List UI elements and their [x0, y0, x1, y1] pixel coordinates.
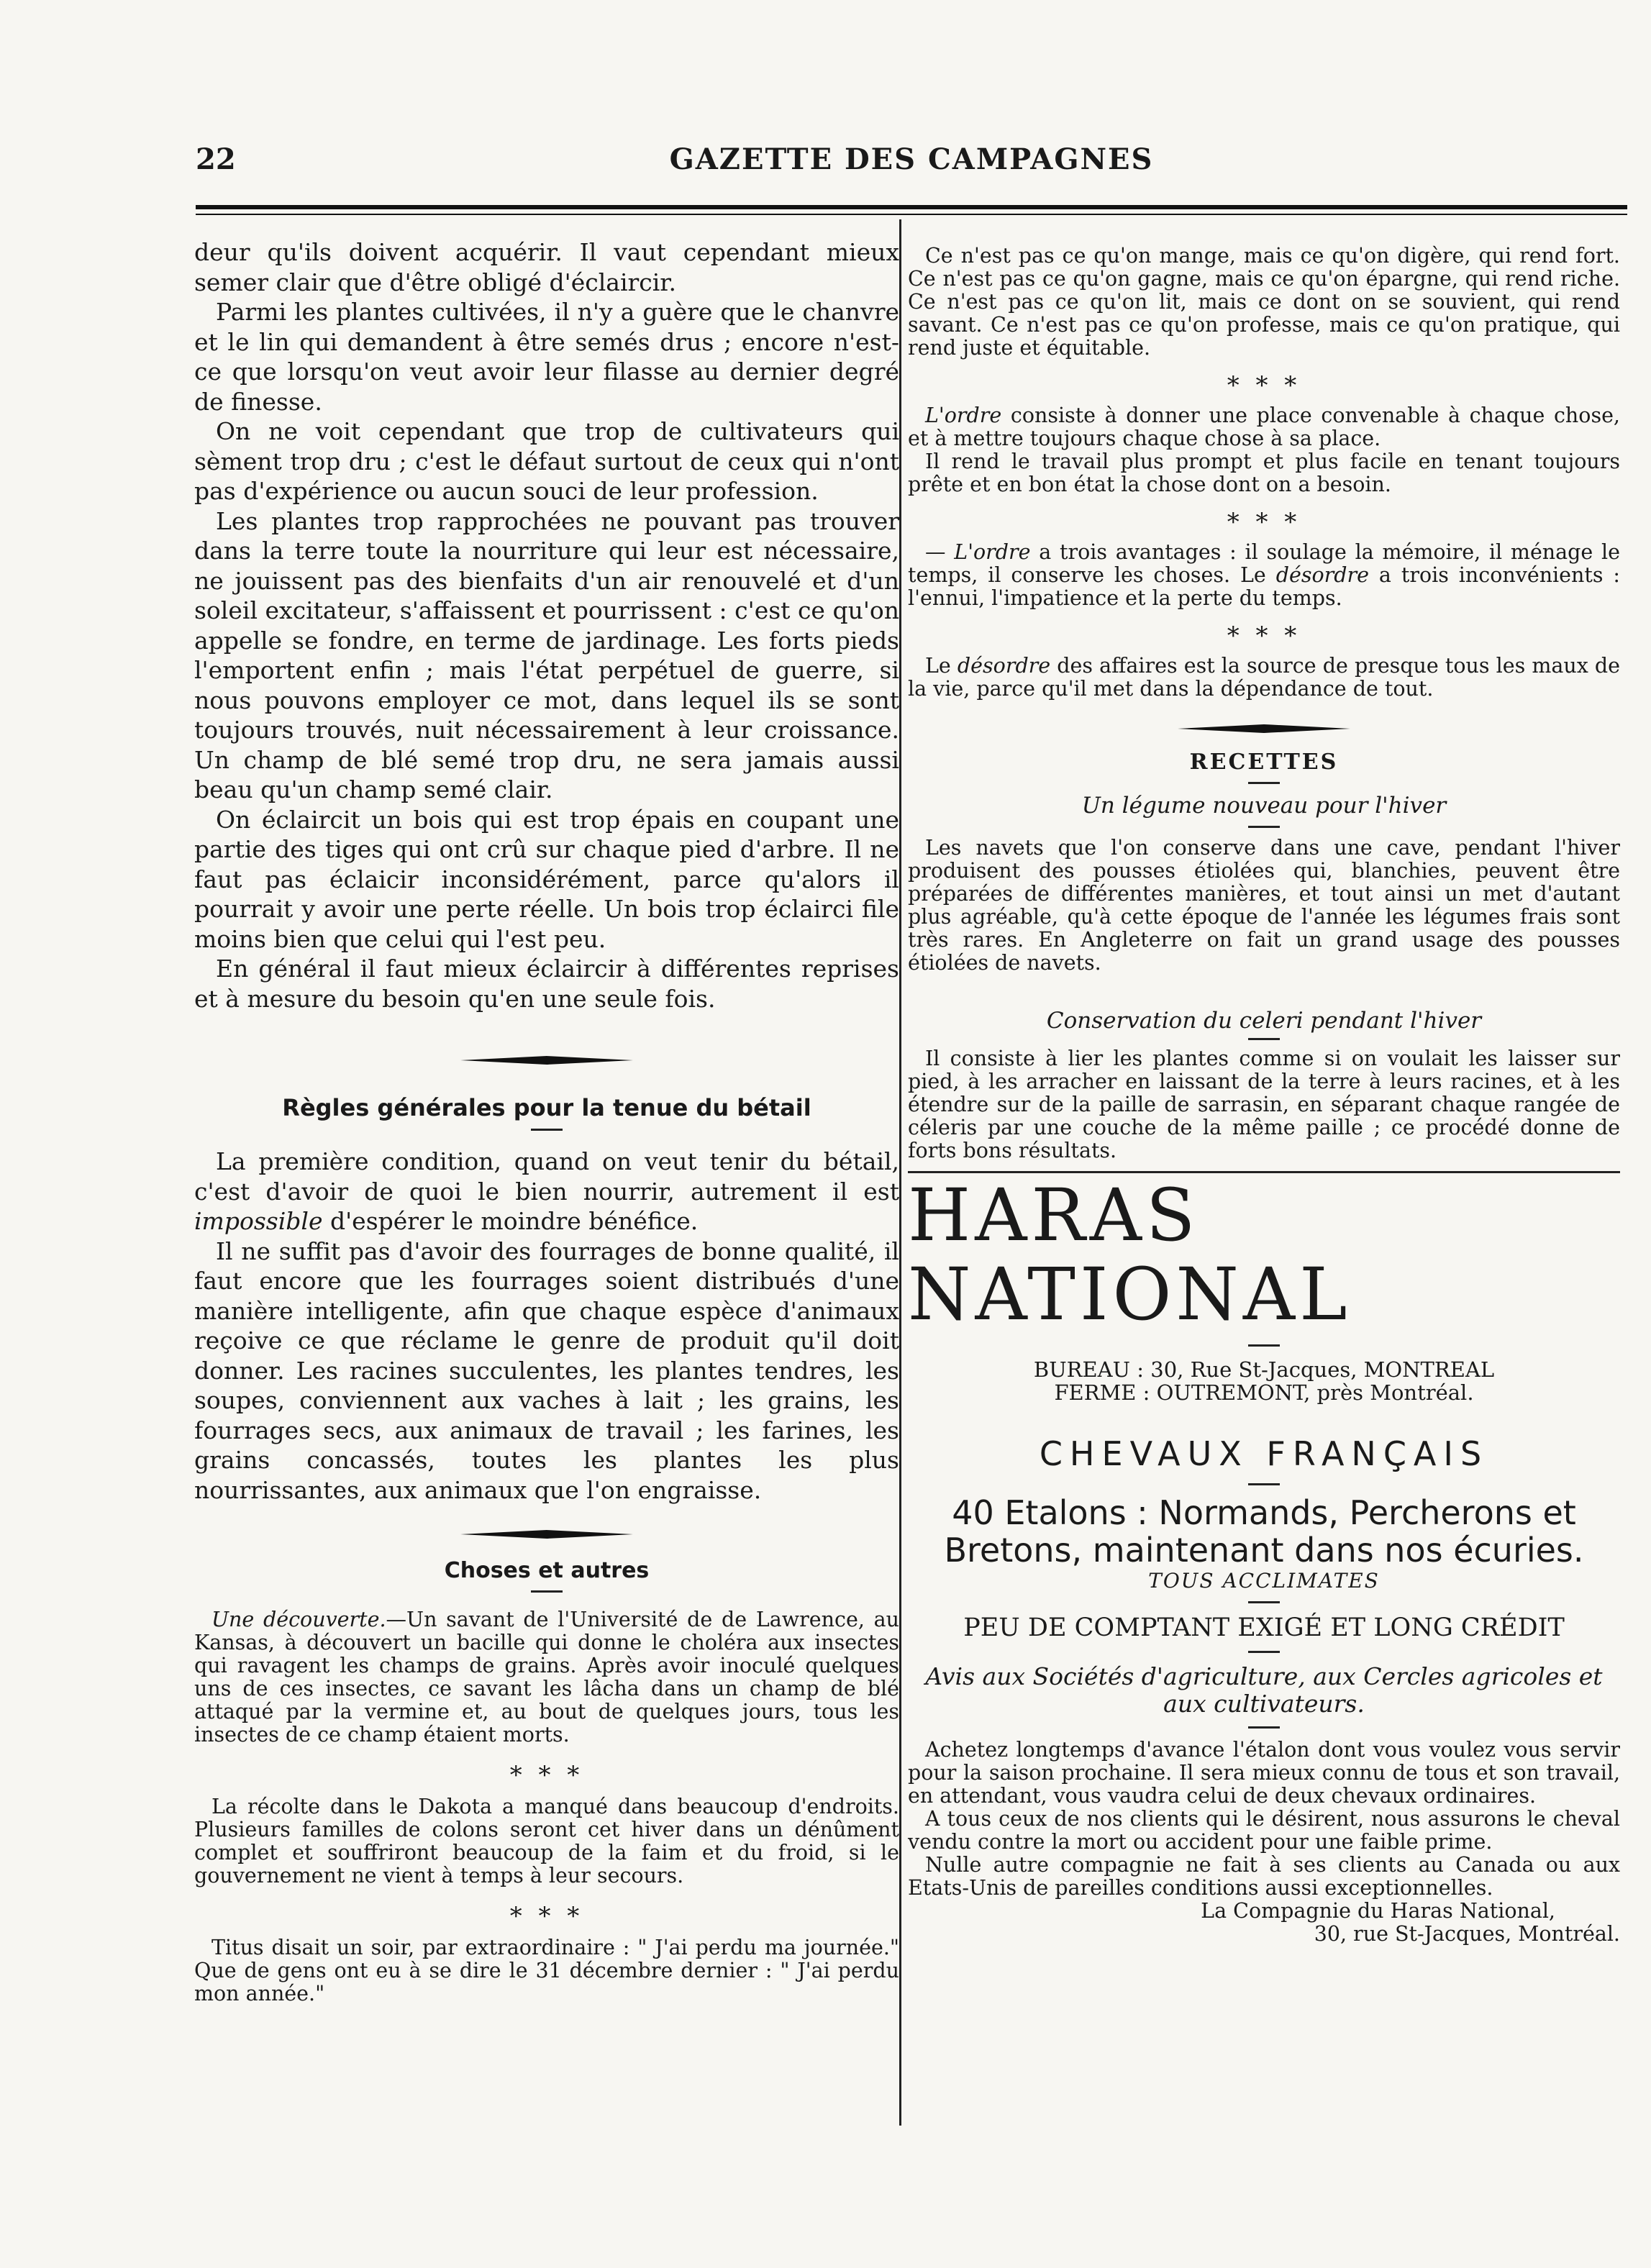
paragraph: Achetez longtemps d'avance l'étalon dont vous voulez vous servir pour la saison prochaine. Il sera mieux connu de tous et son travail, en attendant, vous vaudra celui de deux chevaux ordinaires.	[908, 1738, 1620, 1808]
paragraph: Il rend le travail plus prompt et plus facile en tenant toujours prête et en bon état la chose dont on a besoin.	[908, 450, 1620, 496]
eclaircissage-article	[194, 237, 899, 1014]
emphasis: désordre	[1275, 563, 1369, 587]
emphasis: L'ordre	[954, 540, 1031, 564]
paragraph: Titus disait un soir, par extraordinaire : " J'ai perdu ma journée." Que de gens ont eu à se dire le 31 décembre dernier : " J'ai perdu mon année."	[194, 1936, 899, 2005]
paragraph: Les plantes trop rapprochées ne pouvant pas trouver dans la terre toute la nourriture qui leur est nécessaire, ne jouissent pas des bienfaits d'un air renouvelé et d'un soleil excitateur, s'affaissent et pourrissent : c'est ce qu'on appelle se fondre, en terme de jardinage. Les forts pieds l'emportent enfin ; mais l'état perpétuel de guerre, si nous pouvons employer ce mot, dans lequel ils se sont toujours trouvés, nuit nécessairement à leur croissance. Un champ de blé semé trop dru, ne sera jamais aussi beau qu'un champ semé clair.	[194, 506, 900, 803]
celeri-title: Conservation du celeri pendant l'hiver	[1046, 1008, 1482, 1034]
section-ornament	[1178, 724, 1350, 734]
paragraph: Les navets que l'on conserve dans une cave, pendant l'hiver produisent des pousses étiolées qui, blanchies, peuvent être préparées de différentes manières, et tout ainsi un met d'autant plus agréable, qu'à cette époque de l'année les légumes frais sont très rares. En Angleterre on fait un grand usage des pousses étiolées de navets.	[908, 836, 1620, 975]
journal-title: GAZETTE DES CAMPAGNES	[669, 142, 1154, 176]
ad-signature: La Compagnie du Haras National,	[1201, 1899, 1555, 1923]
paragraph	[908, 404, 1620, 450]
paragraph: Il consiste à lier les plantes comme si on voulait les laisser sur pied, à les arracher en laissant de la terre à leurs racines, et à les étendre sur de la paille de sarrasin, en séparant chaque rangée de céleris par une couche de la même paille ; ce procédé donne de forts bons résultats.	[908, 1047, 1620, 1162]
text-run: consiste à donner une place convenable à chaque chose, et à mettre toujours chaque chose à sa place.	[908, 404, 1620, 450]
paragraph: La récolte dans le Dakota a manqué dans beaucoup d'endroits. Plusieurs familles de colons seront cet hiver dans un dénûment complet et souffriront beaucoup de la faim et du froid, si le gouvernement ne vient à temps à leur secours.	[194, 1795, 899, 1887]
ad-address: 30, rue St-Jacques, Montréal.	[1314, 1922, 1620, 1946]
paragraph: On éclaircit un bois qui est trop épais en coupant une partie des tiges qui ont crû sur chaque pied d'arbre. Il ne faut pas éclaicir inconsidérément, parce qu'alors il pourrait y avoir une perte réelle. Un bois trop éclairci file moins bien que celui qui l'est peu.	[194, 805, 899, 953]
title-rule	[1248, 1651, 1280, 1653]
stars-separator: * * *	[1227, 508, 1301, 537]
paragraph: deur qu'ils doivent acquérir. Il vaut cependant mieux semer clair que d'être obligé d'éclaircir.	[194, 238, 899, 296]
text-run: —	[925, 540, 955, 564]
text-run: des affaires est la source de presque tous les maux de la vie, parce qu'il met dans la dépendance de tout.	[908, 654, 1620, 701]
paragraph: Parmi les plantes cultivées, il n'y a guère que le chanvre et le lin qui demandent à être semés drus ; encore n'est-ce que lorsqu'on veut avoir leur filasse au dernier degré de finesse.	[194, 298, 899, 416]
paragraph: On ne voit cependant que trop de cultivateurs qui sèment trop dru ; c'est le défaut surtout de ceux qui n'ont pas d'expérience ou aucun souci de leur profession.	[194, 417, 899, 505]
title-rule	[1248, 1726, 1280, 1729]
emphasis: L'ordre	[925, 404, 1002, 427]
text-run: d'espérer le moindre bénéfice.	[322, 1207, 699, 1235]
paragraph: Nulle autre compagnie ne fait à ses clients au Canada ou aux Etats-Unis de pareilles conditions aussi exceptionnelles.	[908, 1853, 1620, 1900]
header-rule-thick	[196, 205, 1627, 209]
haras-advertisement	[908, 1171, 1620, 1946]
legume-article	[908, 837, 1620, 975]
title-rule	[1248, 1344, 1280, 1347]
title-rule	[1248, 1601, 1280, 1603]
title-rule	[531, 1590, 563, 1593]
ad-title: HARAS NATIONAL	[908, 1173, 1352, 1336]
paragraph: En général il faut mieux éclaircir à différentes reprises et à mesure du besoin qu'en une seule fois.	[194, 955, 899, 1013]
ad-body	[908, 1739, 1620, 1946]
ad-ferme: FERME : OUTREMONT, près Montréal.	[1054, 1380, 1474, 1405]
stars-separator: * * *	[1227, 621, 1301, 650]
paragraph: Ce n'est pas ce qu'on mange, mais ce qu'on digère, qui rend fort. Ce n'est pas ce qu'on gagne, mais ce qu'on épargne, qui rend riche. Ce n'est pas ce qu'on lit, mais ce dont on se souvient, qui rend savant. Ce n'est pas ce qu'on professe, mais ce qu'on pratique, qui rend juste et équitable.	[908, 244, 1620, 360]
ad-chevaux: CHEVAUX FRANÇAIS	[1039, 1434, 1489, 1473]
ad-acclimates: TOUS ACCLIMATES	[1148, 1569, 1380, 1593]
left-column	[194, 237, 899, 2005]
header-rule-thin	[196, 214, 1627, 215]
celeri-article	[908, 1047, 1620, 1162]
legume-title: Un légume nouveau pour l'hiver	[1081, 793, 1447, 819]
paragraph	[908, 655, 1620, 701]
paragraph: Il ne suffit pas d'avoir des fourrages de bonne qualité, il faut encore que les fourrages soient distribués d'une manière intelligente, afin que chaque espèce d'animaux reçoive ce que réclame le genre de produit qu'il doit donner. Les racines succulentes, les plantes tendres, les soupes, conviennent aux vaches à lait ; les grains, les fourrages secs, aux animaux de travail ; les farines, les grains concassés, toutes les plantes les plus nourrissantes, aux animaux que l'on engraisse.	[194, 1237, 899, 1504]
stars-separator: * * *	[509, 1761, 584, 1790]
text-run: Le	[925, 654, 958, 678]
title-rule	[1248, 782, 1280, 784]
text-run: a trois avantages : il soulage la mémoire, il ménage le temps, il conserve les choses. Le	[908, 540, 1620, 587]
paragraph: A tous ceux de nos clients qui le désirent, nous assurons le cheval vendu contre la mort ou accident pour une faible prime.	[908, 1807, 1620, 1854]
maxims-section	[908, 245, 1620, 701]
page-header	[196, 137, 1627, 180]
title-rule	[1248, 1483, 1280, 1485]
paragraph	[194, 1147, 899, 1237]
stars-separator: * * *	[509, 1902, 584, 1931]
section-ornament	[460, 1055, 633, 1065]
column-divider	[899, 219, 901, 2126]
page-number: 22	[196, 142, 236, 176]
text-run: La première condition, quand on veut tenir du bétail, c'est d'avoir de quoi le bien nourrir, autrement il est	[194, 1147, 899, 1206]
emphasis: désordre	[957, 654, 1051, 678]
regles-title: Règles générales pour la tenue du bétail	[282, 1094, 811, 1121]
text-run: —Un savant de l'Université de de Lawrence, au Kansas, à découvert un bacille qui donne le choléra aux insectes qui ravagent les champs de grains. Après avoir inoculé quelques uns de ces insectes, ce savant les lâcha dans un champ de blé attaqué par la vermine et, au bout de quelques jours, tous les insectes de ce champ étaient morts.	[194, 1608, 899, 1746]
ad-avis: Avis aux Sociétés d'agriculture, aux Cercles agricoles et aux cultivateurs.	[925, 1662, 1603, 1718]
ad-etalons: 40 Etalons : Normands, Percherons et Bretons, maintenant dans nos écuries.	[944, 1493, 1584, 1570]
title-rule	[1248, 1038, 1280, 1040]
emphasis: Une découverte.	[212, 1608, 386, 1631]
regles-article	[194, 1147, 899, 1505]
choses-title: Choses et autres	[444, 1558, 650, 1583]
choses-article	[194, 1608, 899, 2005]
ad-credit: PEU DE COMPTANT EXIGÉ ET LONG CRÉDIT	[963, 1613, 1565, 1642]
recettes-title: RECETTES	[1189, 750, 1339, 775]
text-run: a trois inconvénients : l'ennui, l'impatience et la perte du temps.	[908, 563, 1620, 610]
paragraph	[908, 541, 1620, 610]
title-rule	[1248, 826, 1280, 828]
right-column	[908, 245, 1620, 1946]
title-rule	[531, 1129, 563, 1131]
stars-separator: * * *	[1227, 371, 1301, 400]
emphasis: impossible	[194, 1207, 323, 1235]
section-ornament	[460, 1529, 633, 1539]
paragraph	[194, 1608, 899, 1746]
ad-bureau: BUREAU : 30, Rue St-Jacques, MONTREAL	[1033, 1357, 1495, 1382]
